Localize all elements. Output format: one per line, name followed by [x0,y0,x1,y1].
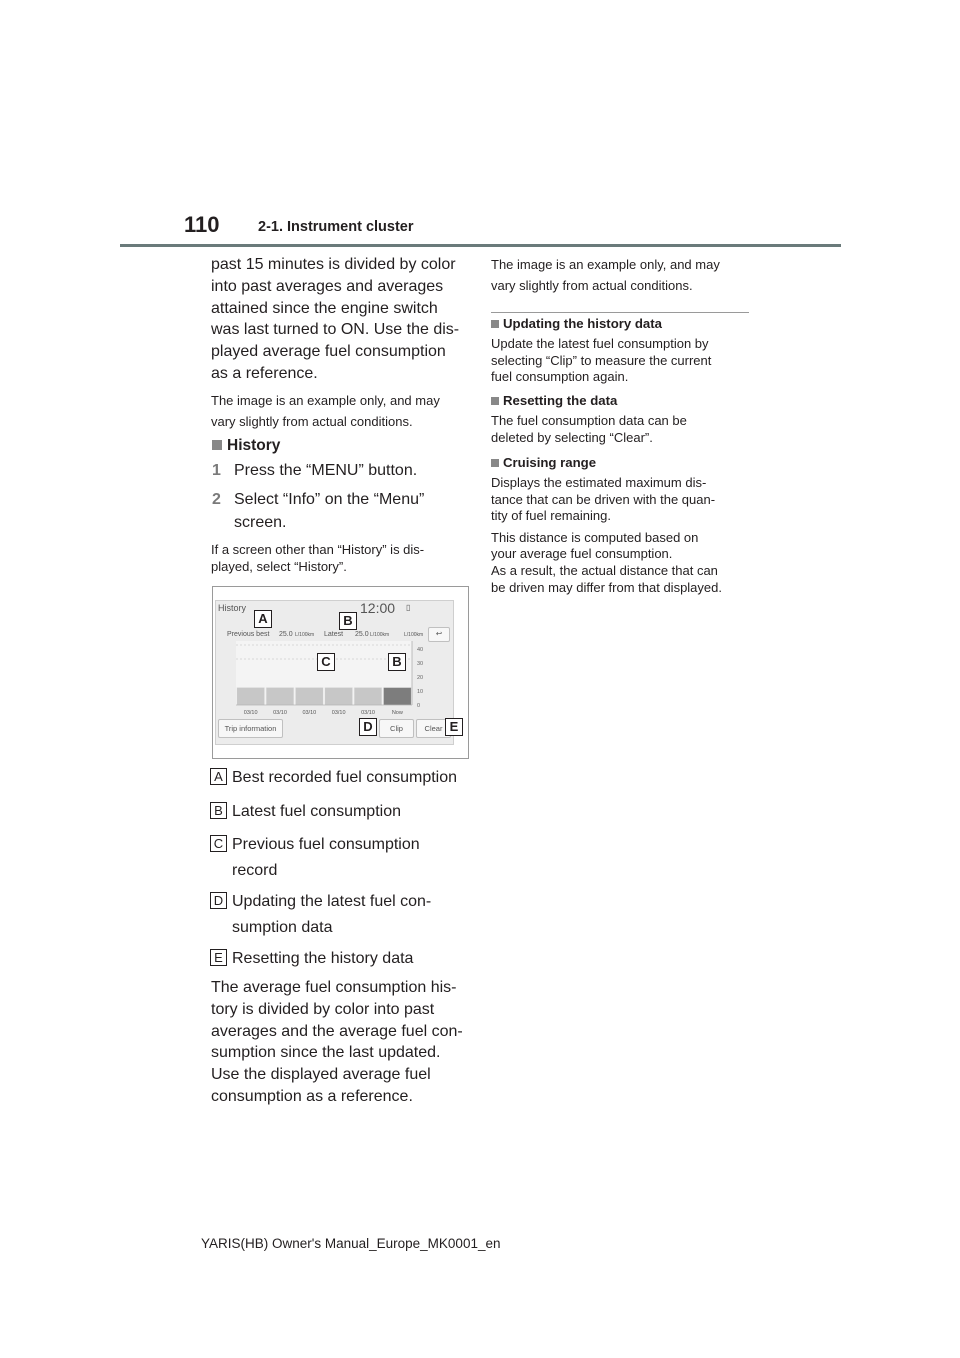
square-bullet-icon [491,397,499,405]
screen-note: If a screen other than “History” is dis- played, select “History”. [211,542,425,574]
example-note [211,390,440,432]
history-screen [215,600,459,745]
x-tick-label: 03/10 [361,710,375,716]
text-line: past 15 minutes is divided by color [211,256,456,273]
right-example-note: The image is an example only, and may vary slightly from actual conditions. [491,257,720,293]
section-resetting: Resetting the data The fuel consumption data can be deleted by selecting “Clear”. [491,393,687,445]
square-bullet-icon [212,440,222,450]
legend-c: C Previous fuel consumption record [210,835,420,880]
y-tick-label: 20 [417,675,424,681]
footer: YARIS(HB) Owner's Manual_Europe_MK0001_en [201,1236,501,1251]
section-updating: Updating the history data Update the latest fuel consumption by selecting “Clip” to measure the current fuel consumption again. [491,316,712,385]
history-bar [354,688,382,706]
history-bar [325,688,353,706]
section-cruising-range: Cruising range Displays the estimated maximum dis- tance that can be driven with the quan- tity of fuel remaining. This distance is computed based on your average fuel consumption. As a result, the actual distance that can be driven may differ from that displayed. [491,455,722,595]
history-bar [266,688,294,706]
trip-information-button[interactable]: Trip information [218,719,283,738]
square-bullet-icon [491,459,499,467]
y-tick-label: 0 [417,703,421,709]
y-tick-label: 40 [417,647,424,653]
history-heading: History [212,437,280,455]
square-bullet-icon [491,320,499,328]
x-tick-label: Now [391,710,403,716]
text-line: attained since the engine switch [211,299,438,317]
legend-a: A Best recorded fuel consumption [210,768,457,787]
y-tick-label: 10 [417,689,424,695]
clip-button[interactable]: Clip [379,719,414,738]
legend-b: B Latest fuel consumption [210,802,401,821]
text-line: The image is an example only, and may [211,393,440,408]
x-tick-label: 03/10 [331,710,346,716]
text-line: was last turned to ON. Use the dis- [211,321,460,339]
closing-paragraph: The average fuel consumption his- tory is divided by color into past averages and the average fuel con- sumption since the last updated. Use the displayed average fuel consumption as a reference. [211,979,463,1105]
y-tick-label: 30 [417,661,424,667]
callout-a: A [254,610,272,628]
callout-b-bar: B [388,653,406,671]
step-2: 2 Select “Info” on the “Menu” screen. [212,491,425,531]
latest-unit: L/100km [370,632,390,638]
screen-title: History [218,603,247,613]
callout-b-latest: B [339,612,357,630]
text-line: into past averages and averages [211,277,444,295]
previous-best-label: Previous best [227,631,270,638]
latest-value: 25.0 [355,631,369,638]
x-tick-label: 03/10 [302,710,317,716]
intro-paragraph [211,254,459,385]
screen-clock: 12:00 [360,600,396,616]
text-line: vary slightly from actual conditions. [211,414,413,429]
text-line: as a reference. [211,364,318,382]
section-title: 2-1. Instrument cluster [258,219,414,235]
header-divider [120,244,841,247]
text-line: played average fuel consumption [211,343,446,361]
step-1: 1 Press the “MENU” button. [212,462,418,479]
latest-label: Latest [324,631,344,638]
callout-e: E [445,718,463,736]
history-bar [295,688,323,706]
clear-button[interactable]: Clear [416,719,451,738]
previous-best-value: 25.0 [279,631,293,638]
callout-d: D [359,718,377,736]
legend-e: E Resetting the history data [210,949,413,968]
latest-bar [383,688,411,706]
return-arrow-icon: ↩ [435,629,443,638]
previous-best-unit: L/100km [295,632,315,638]
legend-d: D Updating the latest fuel con- sumption data [210,892,431,937]
status-icon: ▯ [406,603,411,612]
x-tick-label: 03/10 [273,710,287,716]
axis-unit: L/100km [404,632,424,638]
callout-c: C [317,653,335,671]
x-tick-label: 03/10 [243,710,258,716]
page-number: 110 [184,212,220,237]
history-bar [237,688,265,706]
column-divider [491,312,749,313]
